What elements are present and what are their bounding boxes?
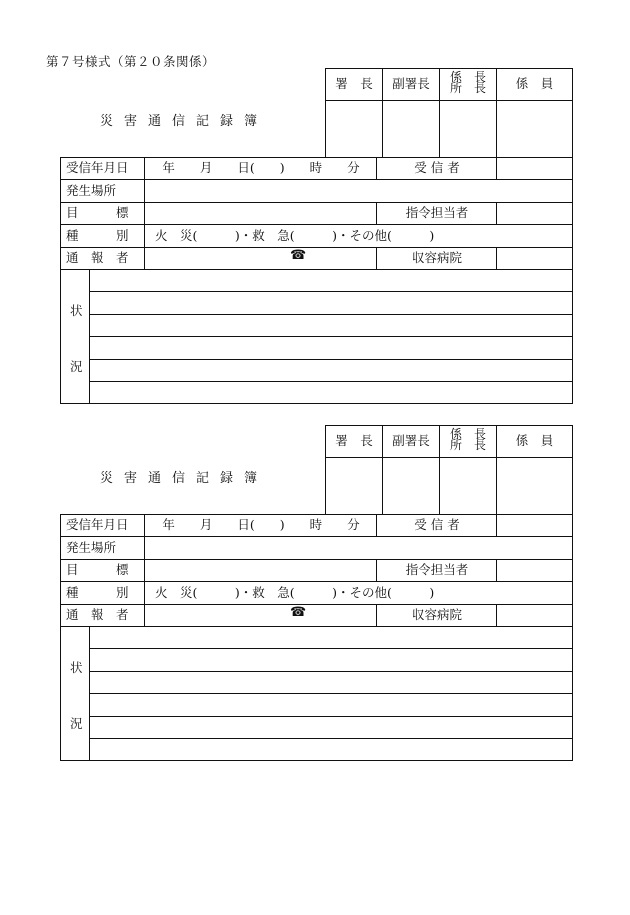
reporter-label: 通 報 者	[66, 607, 129, 622]
telephone-icon: ☎	[290, 605, 307, 620]
disaster-record-form-2	[60, 425, 573, 762]
receiver-label: 受 信 者	[414, 517, 460, 532]
received-date-label: 受信年月日	[66, 160, 129, 175]
type-options[interactable]: 火 災( )・救 急( )・その他( )	[155, 585, 435, 600]
commander-label: 指令担当者	[405, 562, 469, 577]
commander-label: 指令担当者	[405, 205, 469, 220]
hospital-label: 収容病院	[411, 607, 462, 622]
situation-label-bottom: 況	[70, 716, 83, 731]
stamp-chief-label: 署 長	[335, 76, 373, 91]
receiver-label: 受 信 者	[414, 160, 460, 175]
type-label: 種 別	[66, 585, 129, 600]
stamp-deputy-label: 副署長	[392, 76, 430, 91]
stamp-staff-label: 係 員	[515, 433, 554, 448]
target-label: 目 標	[66, 562, 129, 577]
type-label: 種 別	[66, 228, 129, 243]
type-options[interactable]: 火 災( )・救 急( )・その他( )	[155, 228, 435, 243]
stamp-staff-label: 係 員	[515, 76, 554, 91]
hospital-label: 収容病院	[411, 250, 462, 265]
reporter-label: 通 報 者	[66, 250, 129, 265]
telephone-icon: ☎	[290, 248, 307, 263]
page-heading: 第７号様式（第２０条関係）	[46, 54, 216, 69]
situation-label-top: 状	[70, 303, 83, 318]
stamp-deputy-label: 副署長	[392, 433, 430, 448]
location-label: 発生場所	[66, 540, 117, 555]
received-datetime-field[interactable]: 年 月 日( ) 時 分	[162, 517, 360, 532]
form-title: 災害通信記録簿	[100, 471, 269, 486]
received-date-label: 受信年月日	[66, 517, 129, 532]
location-label: 発生場所	[66, 183, 117, 198]
disaster-record-form-1	[60, 68, 573, 405]
situation-label-bottom: 況	[70, 359, 83, 374]
stamp-section-chief-label: 係 長 所 長	[449, 427, 486, 452]
form-title: 災害通信記録簿	[100, 114, 269, 129]
target-label: 目 標	[66, 205, 129, 220]
situation-label-top: 状	[70, 660, 83, 675]
received-datetime-field[interactable]: 年 月 日( ) 時 分	[162, 160, 360, 175]
stamp-section-chief-label: 係 長 所 長	[449, 70, 486, 95]
stamp-chief-label: 署 長	[335, 433, 373, 448]
